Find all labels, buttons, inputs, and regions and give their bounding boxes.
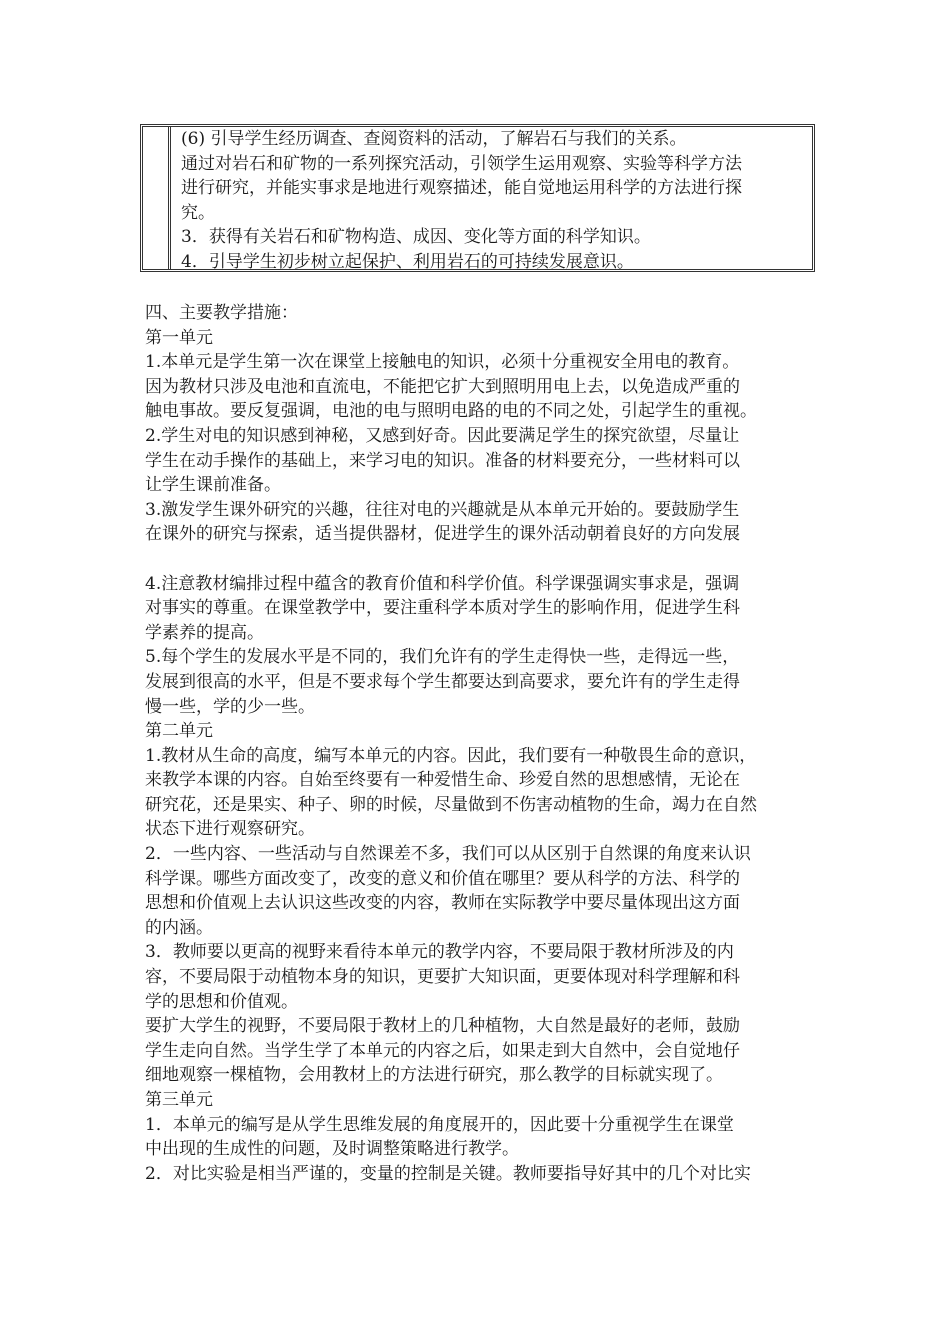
- table-left-column: [143, 127, 171, 269]
- text-line: 5.每个学生的发展水平是不同的，我们允许有的学生走得快一些，走得远一些，: [145, 647, 740, 668]
- text-line: 3．教师要以更高的视野来看待本单元的教学内容，不要局限于教材所涉及的内: [145, 942, 734, 963]
- text-line: 学生在动手操作的基础上，来学习电的知识。准备的材料要充分，一些材料可以: [145, 450, 740, 471]
- text-line: 让学生课前准备。: [145, 475, 281, 496]
- text-line: 学素养的提高。: [145, 622, 264, 643]
- text-line: 1.教材从生命的高度，编写本单元的内容。因此，我们要有一种敬畏生命的意识，: [145, 745, 757, 766]
- text-line: 状态下进行观察研究。: [145, 819, 315, 840]
- text-line: 1.本单元是学生第一次在课堂上接触电的知识，必须十分重视安全用电的教育。: [145, 352, 740, 373]
- text-line: 来教学本课的内容。自始至终要有一种爱惜生命、珍爱自然的思想感情，无论在: [145, 770, 740, 791]
- text-line: 科学课。哪些方面改变了，改变的意义和价值在哪里？要从科学的方法、科学的: [145, 868, 740, 889]
- text-line: 研究花，还是果实、种子、卵的时候，尽量做到不伤害动植物的生命，竭力在自然: [145, 794, 757, 815]
- text-line: 思想和价值观上去认识这些改变的内容，教师在实际教学中要尽量体现出这方面: [145, 893, 740, 914]
- objectives-table: [140, 124, 815, 272]
- text-line: 究。: [181, 202, 215, 223]
- text-line: 第三单元: [145, 1090, 213, 1110]
- text-line: 因为教材只涉及电池和直流电，不能把它扩大到照明用电上去，以免造成严重的: [145, 376, 740, 397]
- text-line: 进行研究，并能实事求是地进行观察描述，能自觉地运用科学的方法进行探: [181, 178, 742, 199]
- text-line: 中出现的生成性的问题，及时调整策略进行教学。: [145, 1139, 519, 1160]
- text-line: 3.激发学生课外研究的兴趣，往往对电的兴趣就是从本单元开始的。要鼓励学生: [145, 499, 740, 520]
- text-line: 对事实的尊重。在课堂教学中，要注重科学本质对学生的影响作用，促进学生科: [145, 598, 740, 619]
- text-line: 的内涵。: [145, 917, 213, 938]
- text-line: 慢一些，学的少一些。: [145, 696, 315, 717]
- text-line: 第二单元: [145, 721, 213, 742]
- text-line: 通过对岩石和矿物的一系列探究活动，引领学生运用观察、实验等科学方法: [181, 153, 742, 174]
- text-line: 学的思想和价值观。: [145, 991, 298, 1012]
- text-line: 第一单元: [145, 327, 213, 348]
- text-line: 4．引导学生初步树立起保护、利用岩石的可持续发展意识。: [181, 251, 634, 272]
- blank-line: [145, 547, 825, 572]
- text-line: 4.注意教材编排过程中蕴含的教育价值和科学价值。科学课强调实事求是，强调: [145, 573, 740, 594]
- text-line: 3．获得有关岩石和矿物构造、成因、变化等方面的科学知识。: [181, 227, 651, 248]
- text-line: 发展到很高的水平，但是不要求每个学生都要达到高要求，要允许有的学生走得: [145, 671, 740, 692]
- text-line: 2．对比实验是相当严谨的，变量的控制是关键。教师要指导好其中的几个对比实: [145, 1163, 751, 1184]
- text-line: 要扩大学生的视野，不要局限于教材上的几种植物，大自然是最好的老师，鼓励: [145, 1016, 740, 1037]
- text-line: 四、主要教学措施：: [145, 303, 298, 323]
- paragraph-group-b: [145, 572, 825, 1187]
- text-line: 2．一些内容、一些活动与自然课差不多，我们可以从区别于自然课的角度来认识: [145, 844, 751, 865]
- table-content-cell: [181, 127, 806, 275]
- text-line: 容，不要局限于动植物本身的知识，更要扩大知识面，更要体现对科学理解和科: [145, 967, 740, 988]
- text-line: (6) 引导学生经历调查、查阅资料的活动，了解岩石与我们的关系。: [181, 129, 687, 149]
- text-line: 1．本单元的编写是从学生思维发展的角度展开的，因此要十分重视学生在课堂: [145, 1114, 734, 1135]
- paragraph-group-a: [145, 301, 825, 547]
- text-line: 触电事故。要反复强调，电池的电与照明电路的电的不同之处，引起学生的重视。: [145, 401, 757, 422]
- text-line: 学生走向自然。当学生学了本单元的内容之后，如果走到大自然中，会自觉地仔: [145, 1040, 740, 1061]
- teaching-measures-text: [145, 301, 825, 1186]
- text-line: 2.学生对电的知识感到神秘，又感到好奇。因此要满足学生的探究欲望，尽量让: [145, 425, 740, 446]
- text-line: 在课外的研究与探索，适当提供器材，促进学生的课外活动朝着良好的方向发展: [145, 524, 740, 545]
- text-line: 细地观察一棵植物，会用教材上的方法进行研究，那么教学的目标就实现了。: [145, 1065, 723, 1086]
